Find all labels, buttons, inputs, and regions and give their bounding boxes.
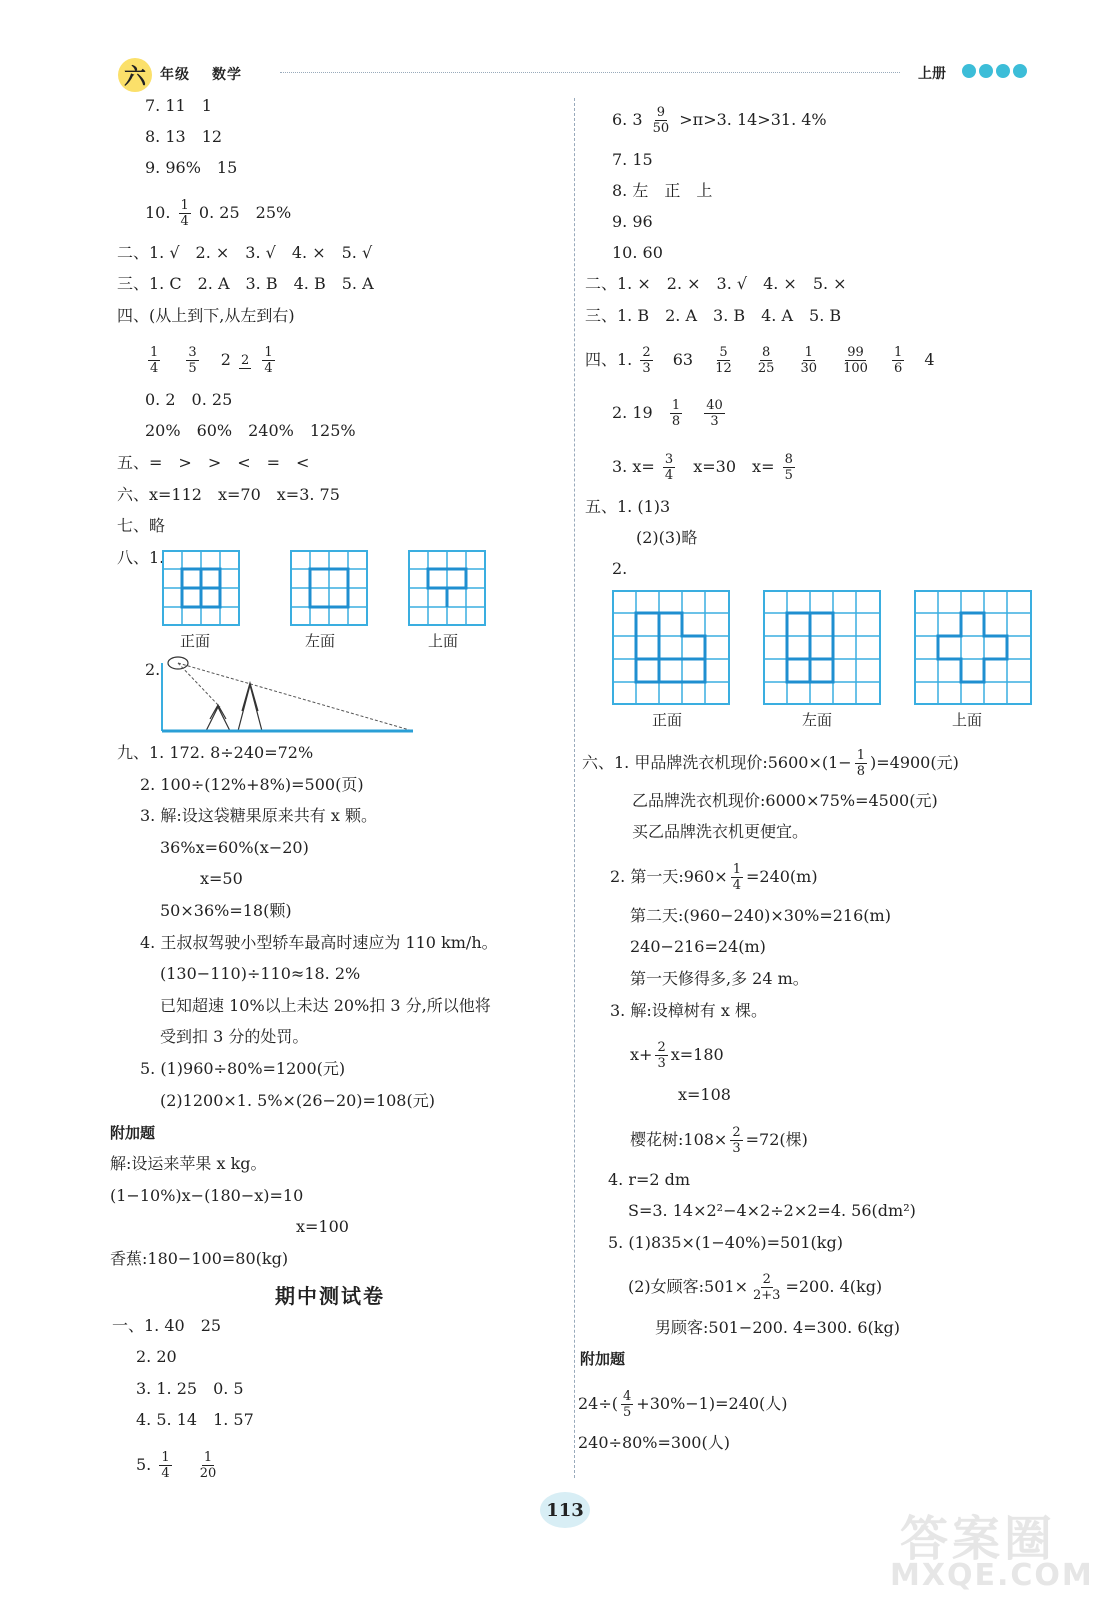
answer-line: 五、1. (1)3 bbox=[585, 497, 671, 516]
caption-front: 正面 bbox=[180, 632, 211, 650]
view-grid-top-2 bbox=[914, 590, 1034, 706]
answer-line: 5. (1)960÷80%=1200(元) bbox=[140, 1059, 346, 1078]
sightline-diagram bbox=[158, 655, 418, 735]
caption-left: 左面 bbox=[305, 632, 336, 650]
page-header bbox=[0, 0, 1102, 90]
answer-line: $\frac{1}{4}$ $\frac{3}{5}$ 2 2 $\frac{1}{4}$ bbox=[150, 345, 273, 376]
answer-line: 7. 15 bbox=[612, 150, 653, 169]
answer-line: 3. 1. 25 0. 5 bbox=[136, 1379, 244, 1398]
view-grid-left-2 bbox=[763, 590, 883, 706]
answer-line: 2. bbox=[612, 559, 628, 578]
answer-line: 一、1. 40 25 bbox=[112, 1316, 222, 1335]
header-volume: 上册 bbox=[918, 66, 946, 82]
answer-line: 9. 96 bbox=[612, 212, 653, 231]
header-subject: 年级 数学 bbox=[160, 67, 242, 83]
answer-line: 4. 王叔叔驾驶小型轿车最高时速应为 110 km/h。 bbox=[140, 933, 498, 952]
answer-line: 三、1. B 2. A 3. B 4. A 5. B bbox=[585, 306, 842, 325]
section-title: 期中测试卷 bbox=[275, 1284, 385, 1308]
answer-line: 3. 解:设樟树有 x 棵。 bbox=[610, 1001, 767, 1020]
answer-line: 受到扣 3 分的处罚。 bbox=[160, 1027, 309, 1046]
bonus-heading: 附加题 bbox=[110, 1124, 156, 1142]
answer-line: 八、1. bbox=[117, 548, 165, 567]
answer-line: 五、= > > < = < bbox=[117, 453, 310, 472]
answer-line: 樱花树:108× $\frac{2}{3}$ =72(棵) bbox=[630, 1125, 808, 1156]
answer-line: 0. 2 0. 25 bbox=[145, 390, 233, 409]
answer-line: 已知超速 10%以上未达 20%扣 3 分,所以他将 bbox=[160, 996, 491, 1015]
answer-line: 2. 100÷(12%+8%)=500(页) bbox=[140, 775, 364, 794]
answer-line: S=3. 14×2²−4×2÷2×2=4. 56(dm²) bbox=[628, 1201, 916, 1220]
answer-line: (130−110)÷110≈18. 2% bbox=[160, 964, 361, 983]
answer-line: x=100 bbox=[296, 1217, 349, 1236]
answer-line: x=50 bbox=[200, 869, 243, 888]
page-number: 113 bbox=[540, 1492, 590, 1528]
answer-line: 第一天修得多,多 24 m。 bbox=[630, 969, 809, 988]
answer-line: 240−216=24(m) bbox=[630, 937, 766, 956]
answer-line: 二、1. √ 2. × 3. √ 4. × 5. √ bbox=[117, 243, 373, 262]
view-grid-left bbox=[290, 550, 370, 628]
answer-line: 5. $\frac{1}{4}$ $\frac{1}{20}$ bbox=[136, 1450, 217, 1481]
answer-line: (2)1200×1. 5%×(26−20)=108(元) bbox=[160, 1091, 435, 1110]
answer-line: x+ $\frac{2}{3}$ x=180 bbox=[630, 1040, 724, 1071]
caption-top: 上面 bbox=[428, 632, 459, 650]
answer-line: 20% 60% 240% 125% bbox=[145, 421, 356, 440]
answer-line: 6. 3 $\frac{9}{50}$ >π>3. 14>31. 4% bbox=[612, 105, 827, 136]
view-grid-front-2 bbox=[612, 590, 732, 706]
answer-line: x=108 bbox=[678, 1085, 731, 1104]
answer-line: 第二天:(960−240)×30%=216(m) bbox=[630, 906, 891, 925]
answer-line: 10. 60 bbox=[612, 243, 663, 262]
answer-line: 50×36%=18(颗) bbox=[160, 901, 292, 920]
watermark-logo: 答案圈 MXQE.COM bbox=[890, 1511, 1094, 1593]
caption-front-2: 正面 bbox=[652, 711, 683, 729]
answer-line: 7. 11 1 bbox=[145, 96, 212, 115]
answer-line: 2. 20 bbox=[136, 1347, 177, 1366]
answer-line: 买乙品牌洗衣机更便宜。 bbox=[632, 822, 809, 841]
answer-line: 8. 左 正 上 bbox=[612, 181, 713, 200]
answer-line: 8. 13 12 bbox=[145, 127, 223, 146]
answer-line: 六、x=112 x=70 x=3. 75 bbox=[117, 485, 340, 504]
view-grid-top bbox=[408, 550, 488, 628]
answer-line: 4. 5. 14 1. 57 bbox=[136, 1410, 254, 1429]
answer-line: 4. r=2 dm bbox=[608, 1170, 691, 1189]
answer-line: (1−10%)x−(180−x)=10 bbox=[110, 1186, 304, 1205]
grade-badge: 六 bbox=[118, 58, 152, 92]
answer-line: 男顾客:501−200. 4=300. 6(kg) bbox=[655, 1318, 900, 1337]
answer-line: 3. 解:设这袋糖果原来共有 x 颗。 bbox=[140, 806, 377, 825]
fraction: $\frac{1}{4}$ bbox=[180, 198, 189, 229]
caption-top-2: 上面 bbox=[952, 711, 983, 729]
answer-line: 24÷( $\frac{4}{5}$ +30%−1)=240(人) bbox=[578, 1389, 788, 1420]
answer-line: 2. bbox=[145, 660, 161, 679]
answer-line: (2)女顾客:501× $\frac{2}{2+3}$ =200. 4(kg) bbox=[628, 1272, 883, 1303]
caption-left-2: 左面 bbox=[802, 711, 833, 729]
answer-line: 四、(从上到下,从左到右) bbox=[117, 306, 295, 325]
answer-line: 二、1. × 2. × 3. √ 4. × 5. × bbox=[585, 274, 847, 293]
header-dots bbox=[962, 64, 1027, 78]
answer-line: 香蕉:180−100=80(kg) bbox=[110, 1249, 289, 1268]
answer-line: 七、略 bbox=[117, 516, 166, 535]
answer-line: 10. $\frac{1}{4}$ 0. 25 25% bbox=[145, 198, 292, 229]
answer-line: 9. 96% 15 bbox=[145, 158, 238, 177]
answer-line: 六、1. 甲品牌洗衣机现价:5600×(1− $\frac{1}{8}$ )=4900(元) bbox=[582, 748, 959, 779]
column-divider bbox=[574, 98, 575, 1478]
answer-line: 3. x= $\frac{3}{4}$ x=30 x= $\frac{8}{5}$ bbox=[612, 452, 793, 483]
bonus-heading: 附加题 bbox=[580, 1350, 626, 1368]
answer-line: (2)(3)略 bbox=[636, 528, 698, 547]
answer-line: 240÷80%=300(人) bbox=[578, 1433, 730, 1452]
view-grid-front bbox=[162, 550, 242, 628]
answer-line: 解:设运来苹果 x kg。 bbox=[110, 1154, 267, 1173]
answer-line: 三、1. C 2. A 3. B 4. B 5. A bbox=[117, 274, 374, 293]
answer-line: 乙品牌洗衣机现价:6000×75%=4500(元) bbox=[632, 791, 938, 810]
answer-line: 2. 19 $\frac{1}{8}$ $\frac{40}{3}$ bbox=[612, 398, 723, 429]
answer-line: 四、1. $\frac{2}{3}$ 63 $\frac{5}{12}$ $\frac{8}{25}$ $\frac{1}{30}$ $\frac{99}{100}$ $\frac{1}{6}$ 4 bbox=[585, 345, 935, 376]
answer-line: 5. (1)835×(1−40%)=501(kg) bbox=[608, 1233, 843, 1252]
answer-line: 九、1. 172. 8÷240=72% bbox=[117, 743, 314, 762]
header-rule bbox=[280, 72, 900, 73]
answer-line: 2. 第一天:960× $\frac{1}{4}$ =240(m) bbox=[610, 862, 818, 893]
answer-line: 36%x=60%(x−20) bbox=[160, 838, 309, 857]
